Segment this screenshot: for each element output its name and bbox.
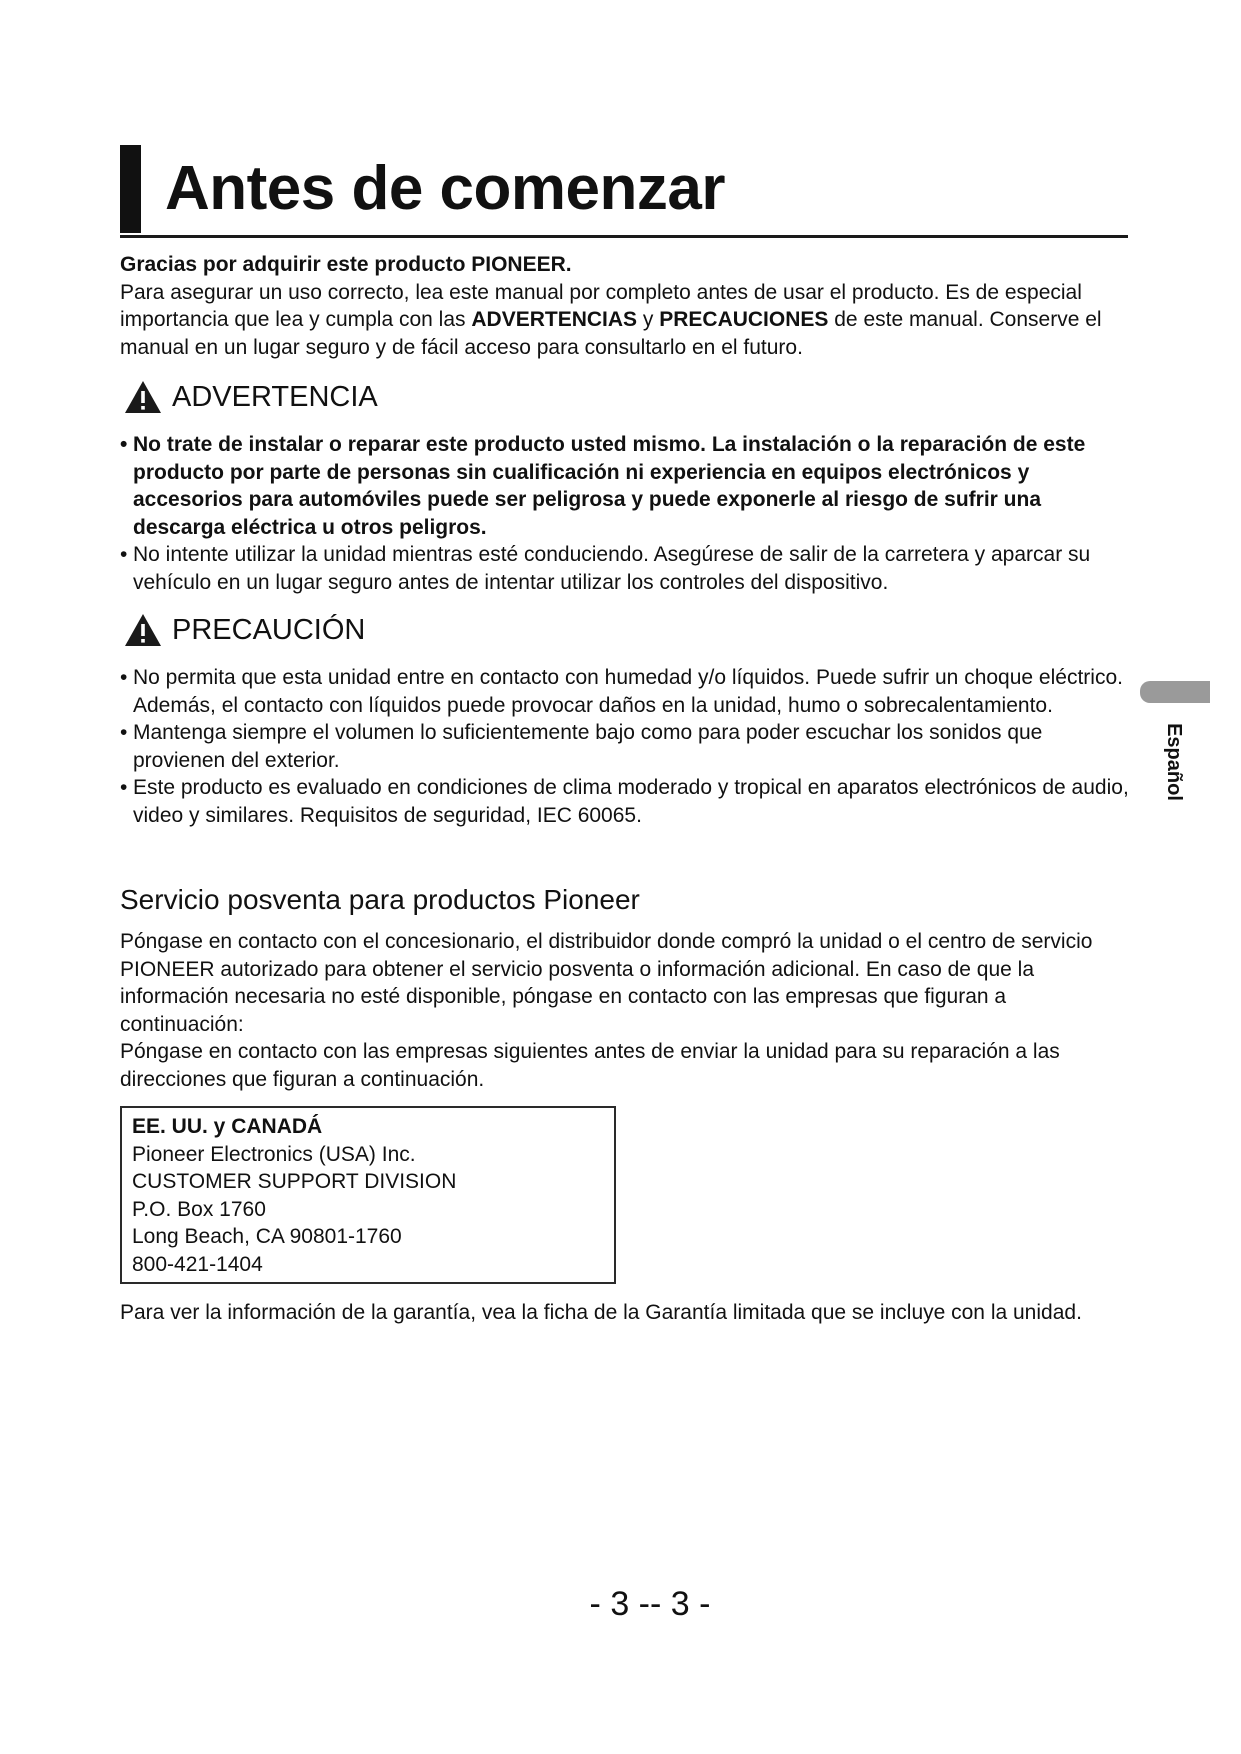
warning-item: • No trate de instalar o reparar este producto usted mismo. La instalación o la reparación de este producto por parte de personas sin cualificación ni experiencia en equipos electrónicos y accesorios para automóviles puede ser peligrosa y puede exponerle al riesgo de sufrir una descarga eléctrica u otros peligros. [120, 433, 1086, 539]
intro-section [120, 251, 1130, 361]
warning-heading-text: ADVERTENCIA [172, 381, 378, 413]
caution-list [120, 664, 1130, 829]
address-line: P.O. Box 1760 [132, 1197, 266, 1221]
service-paragraph-2: Póngase en contacto con las empresas siguientes antes de enviar la unidad para su reparación a las direcciones que figuran a continuación. [120, 1040, 1060, 1091]
intro-bold-cautions: PRECAUCIONES [659, 308, 829, 331]
address-line: CUSTOMER SUPPORT DIVISION [132, 1170, 457, 1193]
intro-text-1: Para asegurar un uso correcto, lea este manual por completo antes de usar el producto. Es de especial importancia que lea y cumpla con las [120, 280, 1082, 331]
bullet-icon: • [120, 543, 128, 566]
page-title-header [120, 145, 1128, 238]
intro-paragraph [120, 279, 1130, 362]
language-tab-marker [1140, 681, 1210, 703]
page-title: Antes de comenzar [165, 154, 726, 223]
address-box [120, 1106, 616, 1284]
address-line: Long Beach, CA 90801-1760 [132, 1225, 402, 1248]
bullet-icon: • [120, 721, 128, 744]
warning-item: • No intente utilizar la unidad mientras esté conduciendo. Asegúrese de salir de la carretera y aparcar su vehículo en un lugar seguro antes de intentar utilizar los controles del dispositivo. [120, 543, 1091, 594]
caution-item: • No permita que esta unidad entre en contacto con humedad y/o líquidos. Puede sufrir un choque eléctrico. Además, el contacto con líquidos puede provocar daños en la unidad, humo o sobrecalentamiento. [120, 666, 1123, 717]
intro-text-2: y [637, 308, 660, 331]
intro-bold-warnings: ADVERTENCIAS [471, 308, 638, 331]
intro-text-3: de este manual. Conserve el manual en un lugar seguro y de fácil acceso para consultarlo en el futuro. [120, 308, 1102, 359]
bullet-icon: • [120, 776, 128, 799]
bullet-icon: • [120, 666, 128, 689]
caution-item: • Mantenga siempre el volumen lo suficientemente bajo como para poder escuchar los sonidos que provienen del exterior. [120, 721, 1043, 772]
title-accent-bar [120, 145, 141, 233]
warning-triangle-icon [124, 613, 162, 647]
intro-thanks: Gracias por adquirir este producto PIONEER. [120, 253, 572, 276]
warranty-note-text: Para ver la información de la garantía, vea la ficha de la Garantía limitada que se incluye con la unidad. [120, 1301, 1082, 1324]
bullet-icon: • [120, 433, 128, 456]
caution-item: • Este producto es evaluado en condiciones de clima moderado y tropical en aparatos electrónicos de audio, video y similares. Requisitos de seguridad, IEC 60065. [120, 776, 1129, 827]
warning-triangle-icon [124, 380, 162, 414]
page-number: - 3 -- 3 - [589, 1585, 711, 1623]
address-region: EE. UU. y CANADÁ [132, 1115, 323, 1138]
service-heading: Servicio posventa para productos Pioneer [120, 884, 640, 915]
caution-heading-text: PRECAUCIÓN [172, 614, 366, 646]
service-paragraph-1: Póngase en contacto con el concesionario, el distribuidor donde compró la unidad o el centro de servicio PIONEER autorizado para obtener el servicio posventa o información adicional. En caso de que la información necesaria no esté disponible, póngase en contacto con las empresas que figuran a continuación: [120, 930, 1093, 1036]
caution-heading [124, 610, 365, 650]
language-label: Español [1163, 723, 1185, 801]
address-line: Pioneer Electronics (USA) Inc. [132, 1142, 416, 1166]
warning-heading [124, 377, 378, 417]
service-section [120, 928, 1130, 1093]
warning-list [120, 431, 1130, 596]
warranty-note [120, 1299, 1130, 1327]
address-phone: 800-421-1404 [132, 1252, 263, 1276]
